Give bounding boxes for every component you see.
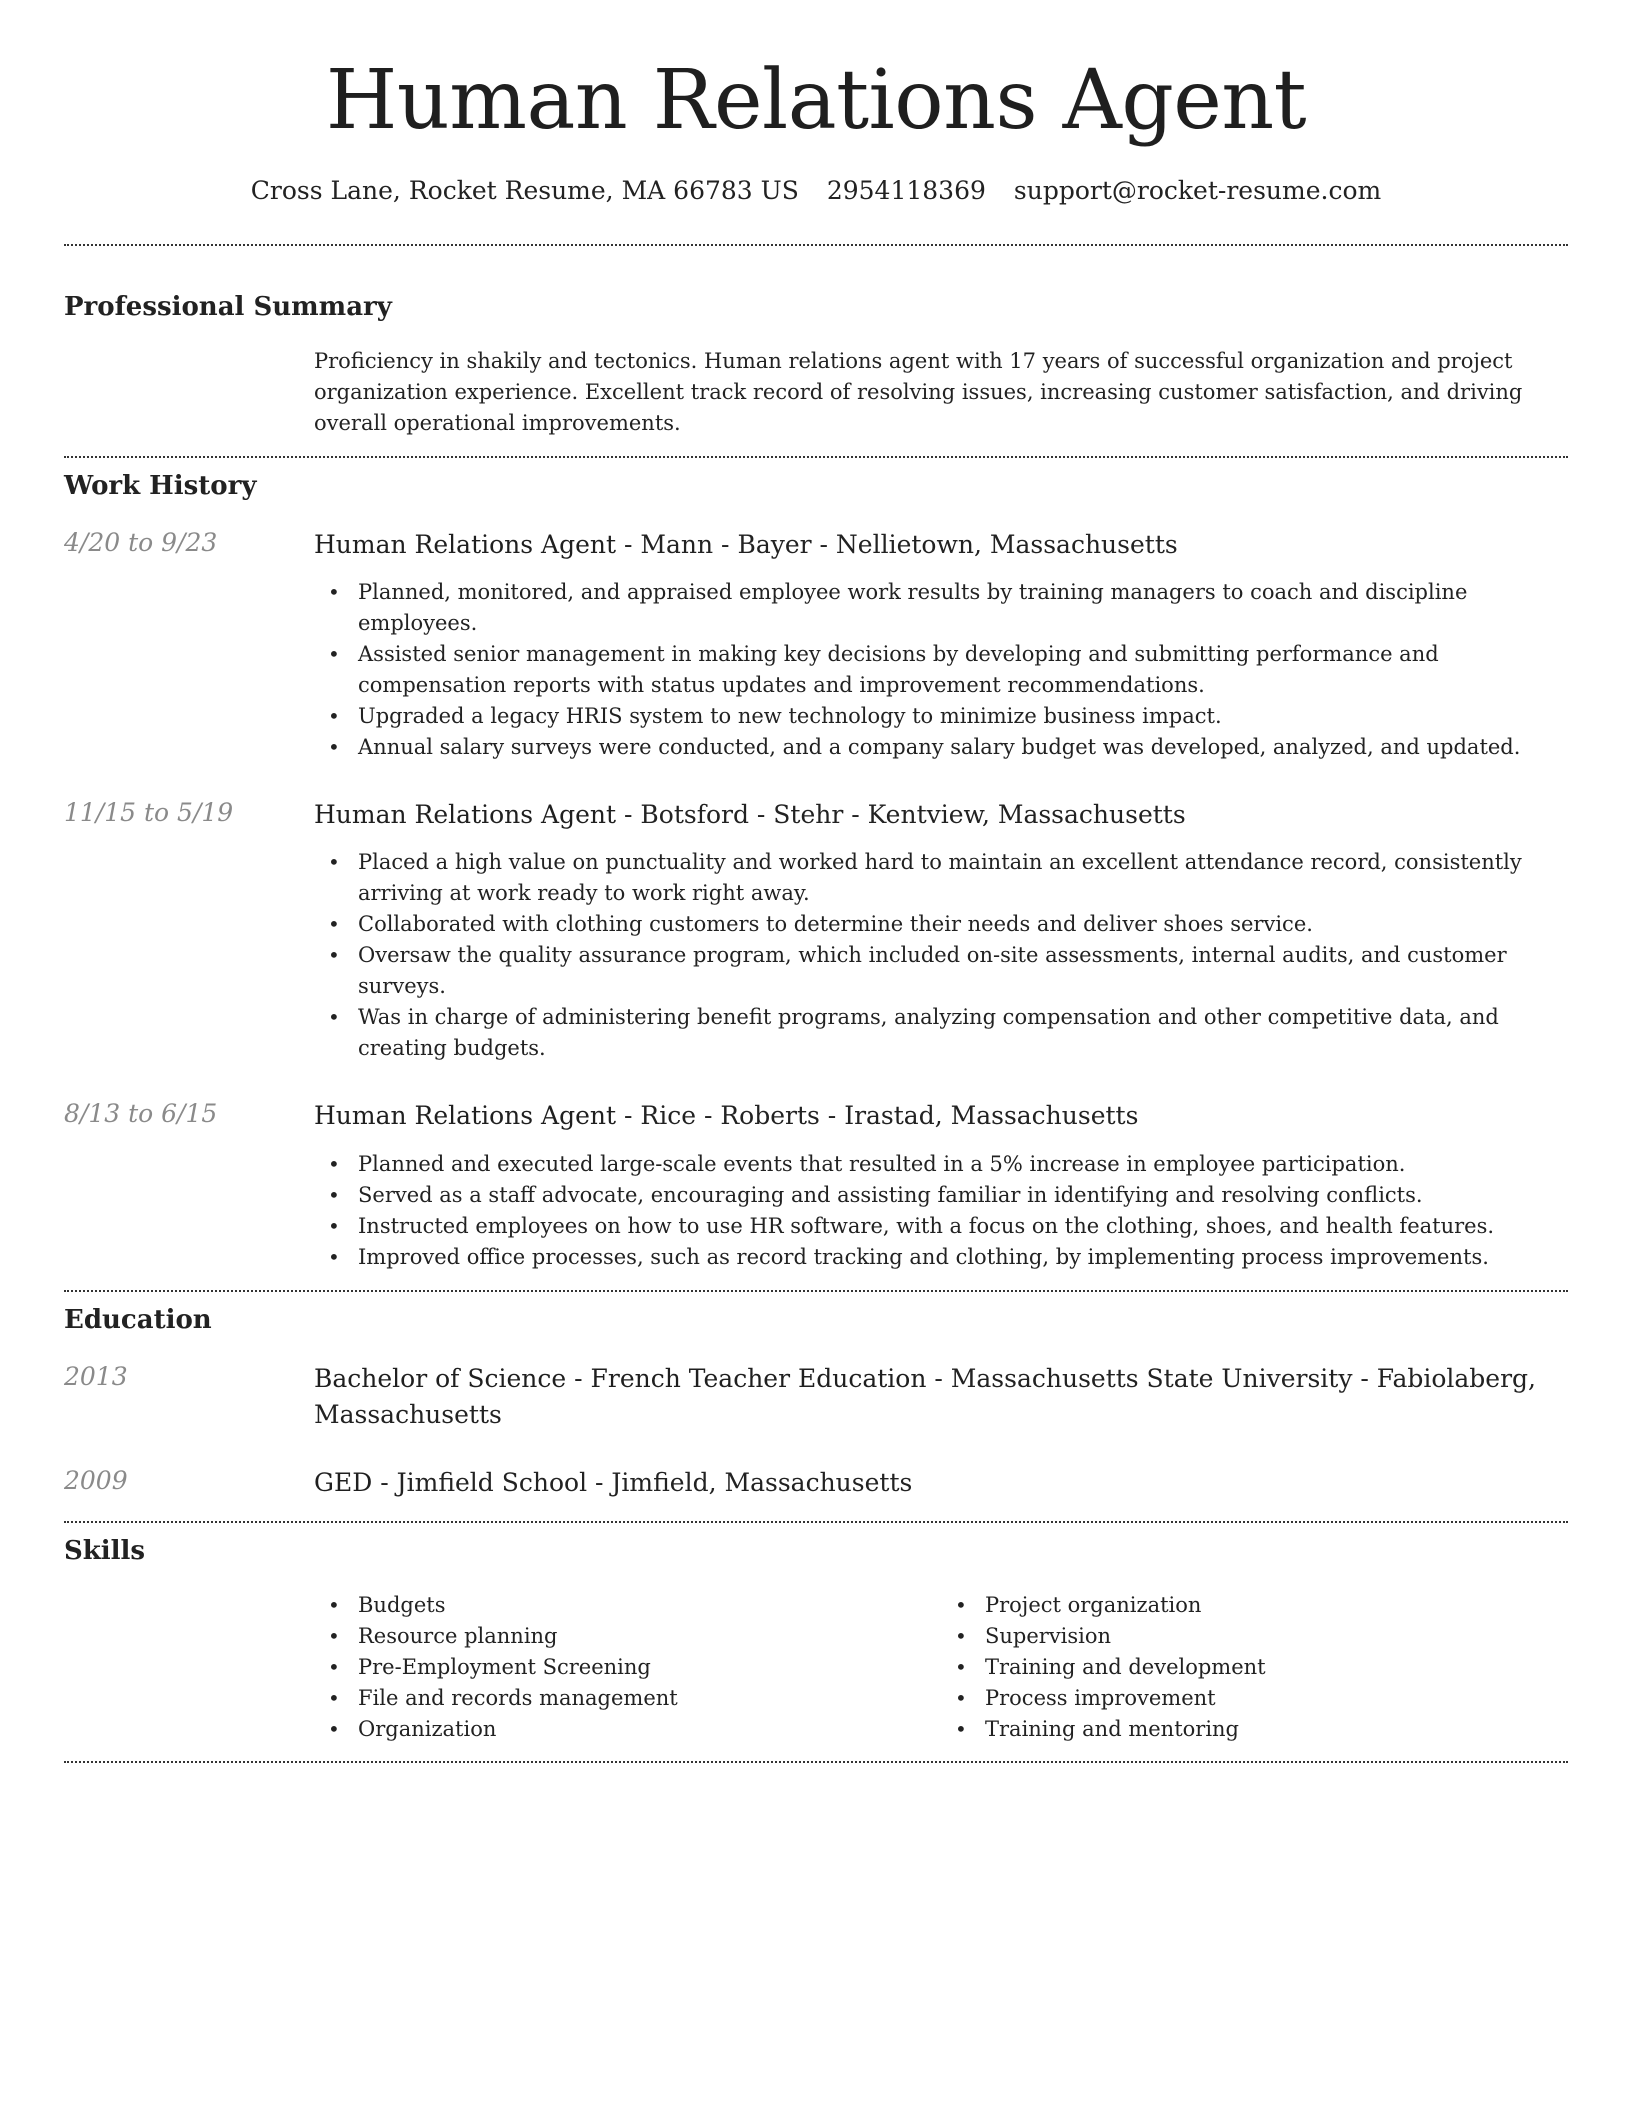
education-entry bbox=[64, 1361, 1568, 1434]
list-item: • Collaborated with clothing customers to determine their needs and deliver shoes service. bbox=[314, 909, 1568, 940]
list-item: • Oversaw the quality assurance program, which included on-site assessments, internal audits, and customer surveys. bbox=[314, 940, 1568, 1002]
divider bbox=[64, 244, 1568, 246]
job-bullets bbox=[314, 577, 1568, 763]
skill-item: • Resource planning bbox=[314, 1621, 941, 1652]
divider bbox=[64, 456, 1568, 458]
list-item: • Planned and executed large-scale events that resulted in a 5% increase in employee participation. bbox=[314, 1149, 1568, 1180]
resume-header bbox=[64, 0, 1568, 206]
education-year: 2009 bbox=[64, 1466, 128, 1496]
list-item: • Instructed employees on how to use HR software, with a focus on the clothing, shoes, and health features. bbox=[314, 1211, 1568, 1242]
job-heading bbox=[314, 527, 1568, 563]
list-item: • Placed a high value on punctuality and worked hard to maintain an excellent attendance record, consistently arriving at work ready to work right away. bbox=[314, 847, 1568, 909]
list-item: • Annual salary surveys were conducted, and a company salary budget was developed, analyzed, and updated. bbox=[314, 732, 1568, 763]
skill-item: • File and records management bbox=[314, 1683, 941, 1714]
job-employer-location: - Rice - Roberts - Irastad, Massachusetts bbox=[616, 1101, 1139, 1131]
divider bbox=[64, 1290, 1568, 1292]
job-bullets bbox=[314, 847, 1568, 1064]
job-entry bbox=[64, 1098, 1568, 1272]
summary-section bbox=[64, 292, 1568, 438]
list-item: • Was in charge of administering benefit programs, analyzing compensation and other competitive data, and creating budgets. bbox=[314, 1002, 1568, 1064]
list-item: • Upgraded a legacy HRIS system to new technology to minimize business impact. bbox=[314, 701, 1568, 732]
education-school-location: - Massachusetts State University - Fabiolaberg, Massachusetts bbox=[314, 1363, 1536, 1429]
job-employer-location: - Botsford - Stehr - Kentview, Massachusetts bbox=[616, 800, 1186, 830]
skills-section bbox=[64, 1536, 1568, 1744]
job-entry bbox=[64, 797, 1568, 1064]
skill-item: • Pre-Employment Screening bbox=[314, 1652, 941, 1683]
list-item: • Improved office processes, such as record tracking and clothing, by implementing process improvements. bbox=[314, 1242, 1568, 1273]
contact-email: support@rocket-resume.com bbox=[1013, 176, 1382, 206]
job-dates: 11/15 to 5/19 bbox=[64, 798, 234, 828]
job-entry bbox=[64, 527, 1568, 763]
education-section bbox=[64, 1305, 1568, 1502]
contact-address: Cross Lane, Rocket Resume, MA 66783 US bbox=[250, 176, 799, 206]
skill-item: • Training and development bbox=[941, 1652, 1568, 1683]
contact-phone: 2954118369 bbox=[826, 176, 986, 206]
list-item: • Planned, monitored, and appraised employee work results by training managers to coach and discipline employees. bbox=[314, 577, 1568, 639]
job-employer-location: - Mann - Bayer - Nellietown, Massachusetts bbox=[616, 529, 1178, 559]
education-heading bbox=[314, 1361, 1568, 1434]
section-title-summary: Professional Summary bbox=[64, 292, 392, 323]
job-heading bbox=[314, 1098, 1568, 1134]
list-item: • Served as a staff advocate, encouraging and assisting familiar in identifying and resolving conflicts. bbox=[314, 1180, 1568, 1211]
education-school-location: - Jimfield School - Jimfield, Massachusetts bbox=[372, 1468, 913, 1498]
education-degree: Bachelor of Science - French Teacher Education bbox=[314, 1363, 927, 1393]
section-title-skills: Skills bbox=[64, 1536, 146, 1567]
job-bullets bbox=[314, 1149, 1568, 1273]
education-heading bbox=[314, 1465, 1568, 1501]
divider bbox=[64, 1521, 1568, 1523]
section-title-education: Education bbox=[64, 1304, 212, 1335]
skills-column-1 bbox=[314, 1590, 941, 1745]
summary-text: Proficiency in shakily and tectonics. Human relations agent with 17 years of successful organization and project organization experience. Excellent track record of resolving issues, increasing customer satisfaction, and driving overall operational improvements. bbox=[314, 348, 1523, 435]
job-title: Human Relations Agent bbox=[314, 529, 617, 559]
job-dates: 8/13 to 6/15 bbox=[64, 1099, 218, 1129]
job-dates: 4/20 to 9/23 bbox=[64, 527, 218, 557]
skill-item: • Budgets bbox=[314, 1590, 941, 1621]
skill-item: • Project organization bbox=[941, 1590, 1568, 1621]
education-entry bbox=[64, 1465, 1568, 1501]
job-title: Human Relations Agent bbox=[314, 800, 617, 830]
section-title-work-history: Work History bbox=[64, 470, 257, 501]
skill-item: • Training and mentoring bbox=[941, 1714, 1568, 1745]
list-item: • Assisted senior management in making key decisions by developing and submitting performance and compensation reports with status updates and improvement recommendations. bbox=[314, 639, 1568, 701]
divider bbox=[64, 1761, 1568, 1763]
education-degree: GED bbox=[314, 1468, 373, 1498]
skill-item: • Process improvement bbox=[941, 1683, 1568, 1714]
skills-list bbox=[314, 1590, 1568, 1745]
candidate-name: Human Relations Agent bbox=[325, 53, 1307, 148]
education-year: 2013 bbox=[64, 1361, 128, 1391]
job-heading bbox=[314, 797, 1568, 833]
contact-line bbox=[64, 176, 1568, 206]
work-history-section bbox=[64, 471, 1568, 1273]
skill-item: • Organization bbox=[314, 1714, 941, 1745]
skills-column-2 bbox=[941, 1590, 1568, 1745]
skill-item: • Supervision bbox=[941, 1621, 1568, 1652]
job-title: Human Relations Agent bbox=[314, 1101, 617, 1131]
